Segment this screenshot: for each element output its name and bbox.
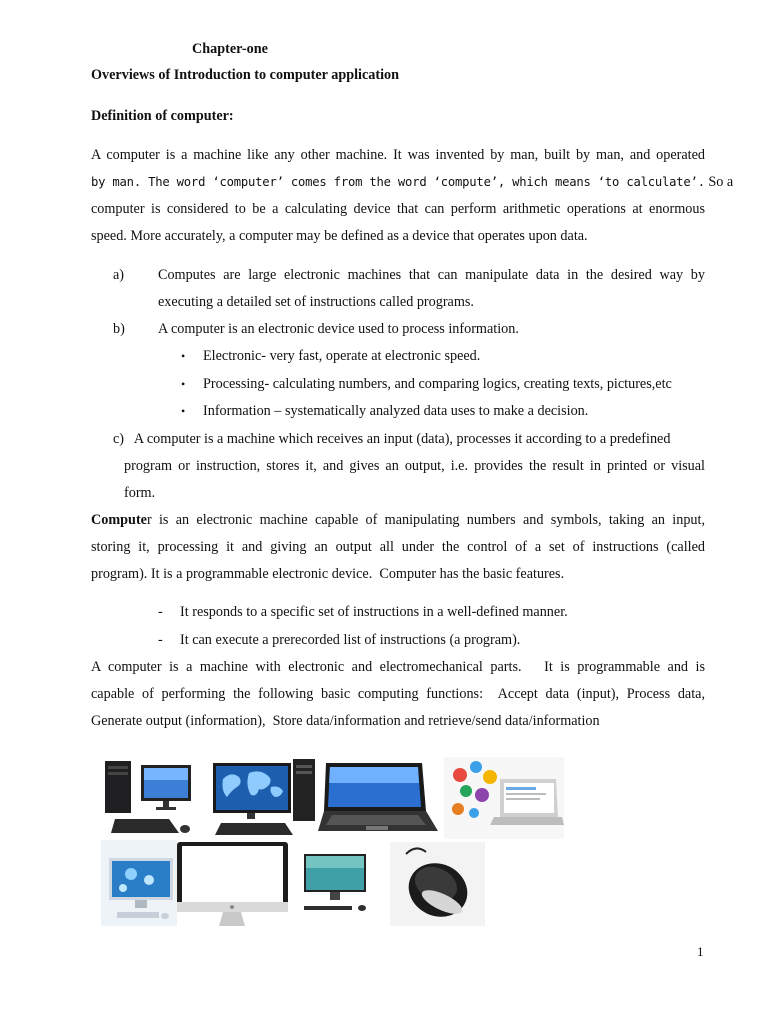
feature-item-1: It responds to a specific set of instructions in a well-defined manner. [180,604,568,620]
intro-line-4: speed. More accurately, a computer may be defined as a device that operates upon data. [91,228,588,244]
list-c-line-3: form. [124,485,156,501]
intro-line-1: A computer is a machine like any other machine. It was invented by man, built by man, and operated [91,147,705,163]
laptop-image [318,757,440,839]
slim-desktop-illustration [300,852,370,916]
intro-line-3: computer is considered to be a calculating device that can perform arithmetic operations at enormous [91,201,705,217]
final-paragraph-line-3: Generate output (information), Store data/information and retrieve/send data/information [91,713,600,729]
intro-line-2-end: So a [704,174,734,190]
mouse-image [390,842,485,926]
slim-desktop-image [300,852,370,916]
desktop-computer-image [101,757,196,837]
laptop-illustration [318,757,440,839]
chapter-subtitle: Overviews of Introduction to computer application [91,67,400,83]
list-marker-b: b) [113,321,125,337]
world-map-desktop-illustration [209,757,319,837]
bullet-item-electronic: Electronic- very fast, operate at electronic speed. [203,348,481,364]
feature-dash: - [158,632,163,648]
laptop-apps-image [444,757,564,839]
list-c-line-2: program or instruction, stores it, and gives an output, i.e. provides the result in printed or visual [124,458,705,474]
imac-image [175,840,290,928]
desktop-computer-illustration [101,757,196,837]
intro-line-2-start: by man. [91,175,141,189]
page-number: 1 [697,944,704,959]
bullet-item-information: Information – systematically analyzed data uses to make a decision. [203,403,589,419]
imac-illustration [175,840,290,928]
feature-item-2: It can execute a prerecorded list of instructions (a program). [180,632,521,648]
all-in-one-blue-illustration [101,840,177,926]
feature-dash: - [158,604,163,620]
computer-paragraph-line-1 [91,511,705,529]
computer-paragraph-line-1-rest: r is an electronic machine capable of manipulating numbers and symbols, taking an input, [146,512,705,528]
bullet-glyph: • [181,349,186,363]
chapter-title: Chapter-one [192,41,268,57]
list-c-line-1: c) A computer is a machine which receives an input (data), processes it according to a predefined [113,431,671,447]
list-b-text: A computer is an electronic device used to process information. [158,321,519,337]
world-map-desktop-image [209,757,319,837]
definition-heading: Definition of computer: [91,108,234,124]
laptop-apps-illustration [444,757,564,839]
computer-paragraph-line-3: program). It is a programmable electronic device. Computer has the basic features. [91,566,565,582]
final-paragraph-line-2: capable of performing the following basic computing functions: Accept data (input), Process data, [91,686,705,702]
bullet-glyph: • [181,377,186,391]
intro-line-2 [91,173,734,191]
mouse-illustration [390,842,485,926]
computer-paragraph-line-1-text [91,511,705,529]
final-paragraph-line-1: A computer is a machine with electronic and electromechanical parts. It is programmable and is [91,659,705,675]
list-marker-a: a) [113,267,125,283]
bullet-item-processing: Processing- calculating numbers, and comparing logics, creating texts, pictures,etc [203,376,672,392]
all-in-one-blue-image [101,840,177,926]
bullet-glyph: • [181,404,186,418]
list-a-line-2: executing a detailed set of instructions called programs. [158,294,474,310]
computer-bold-word: Compute [91,512,147,528]
intro-line-2-quote: The word ‘computer’ comes from the word ‘compute’, which means ‘to calculate’. [140,175,705,189]
computer-paragraph-line-2: storing it, processing it and giving an output all under the control of a set of instructions (called [91,539,705,555]
list-a-line-1: Computes are large electronic machines that can manipulate data in the desired way by [158,267,705,283]
